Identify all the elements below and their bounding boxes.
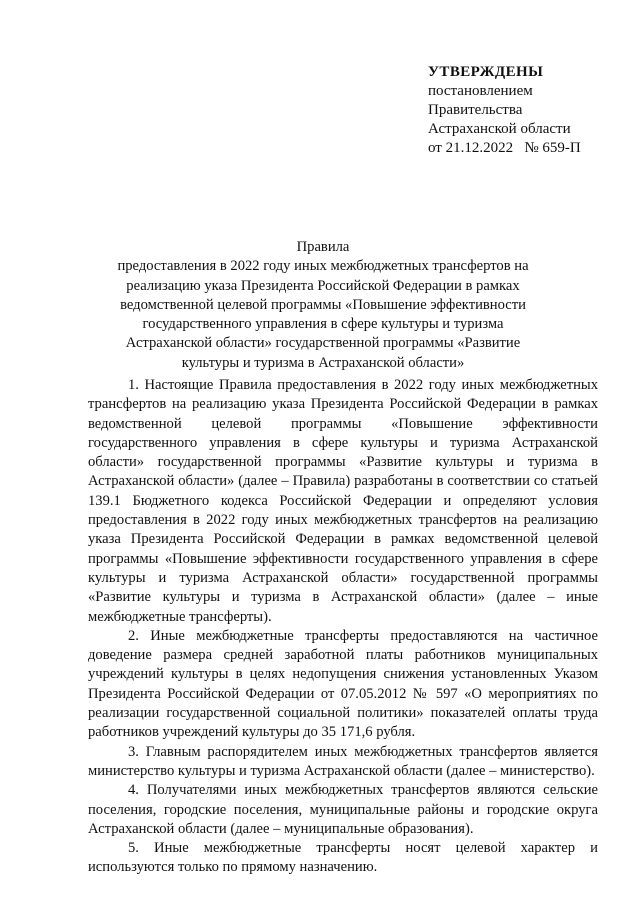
document-title xyxy=(100,238,546,373)
paragraph: 4. Получателями иных межбюджетных трансфертов являются сельские поселения, городские поселения, муниципальные районы и городские округа Астраханской области (далее – муниципальные образования). xyxy=(88,782,598,837)
approval-line: постановлением xyxy=(428,83,533,99)
approval-stamp xyxy=(428,63,581,158)
approval-heading: УТВЕРЖДЕНЫ xyxy=(428,64,544,80)
approval-line: Астраханской области xyxy=(428,121,571,137)
paragraph: 3. Главным распорядителем иных межбюджетных трансфертов является министерство культуры и туризма Астраханской области (далее – министерство). xyxy=(88,743,598,779)
paragraph: 2. Иные межбюджетные трансферты предоставляются на частичное доведение размера средней заработной платы работников муниципальных учреждений культуры в целях недопущения снижения установленных Указом Президента Российской Федерации от 07.05.2012 № 597 «О мероприятиях по реализации государственной социальной политики» показателей оплаты труда работников учреждений культуры до 35 171,6 рубля. xyxy=(88,627,598,741)
paragraph: 5. Иные межбюджетные трансферты носят целевой характер и используются только по прямому назначению. xyxy=(88,840,598,876)
title-text: предоставления в 2022 году иных межбюджетных трансфертов на реализацию указа Президента Российской Федерации в рамках ведомственной целевой программы «Повышение эффективности государственного управления в сфере культуры и туризма Астраханской области» государственной программы «Развитие культуры и туризма в Астраханской области» xyxy=(117,258,529,371)
approval-line: Правительства xyxy=(428,102,523,118)
document-body xyxy=(88,376,598,878)
title-heading: Правила xyxy=(296,239,350,255)
approval-date-number: от 21.12.2022 № 659-П xyxy=(428,140,581,156)
paragraph: 1. Настоящие Правила предоставления в 2022 году иных межбюджетных трансфертов на реализацию указа Президента Российской Федерации в рамках ведомственной целевой программы «Повышение эффективности государственного управления в сфере культуры и туризма Астраханской области» государственной программы «Развитие культуры и туризма в Астраханской области» (далее – Правила) разработаны в соответствии со статьей 139.1 Бюджетного кодекса Российской Федерации и определяют условия предоставления в 2022 году иных межбюджетных трансфертов на реализацию указа Президента Российской Федерации в рамках ведомственной целевой программы «Повышение эффективности государственного управления в сфере культуры и туризма Астраханской области» государственной программы «Развитие культуры и туризма в Астраханской области» (далее – иные межбюджетные трансферты). xyxy=(88,377,598,625)
